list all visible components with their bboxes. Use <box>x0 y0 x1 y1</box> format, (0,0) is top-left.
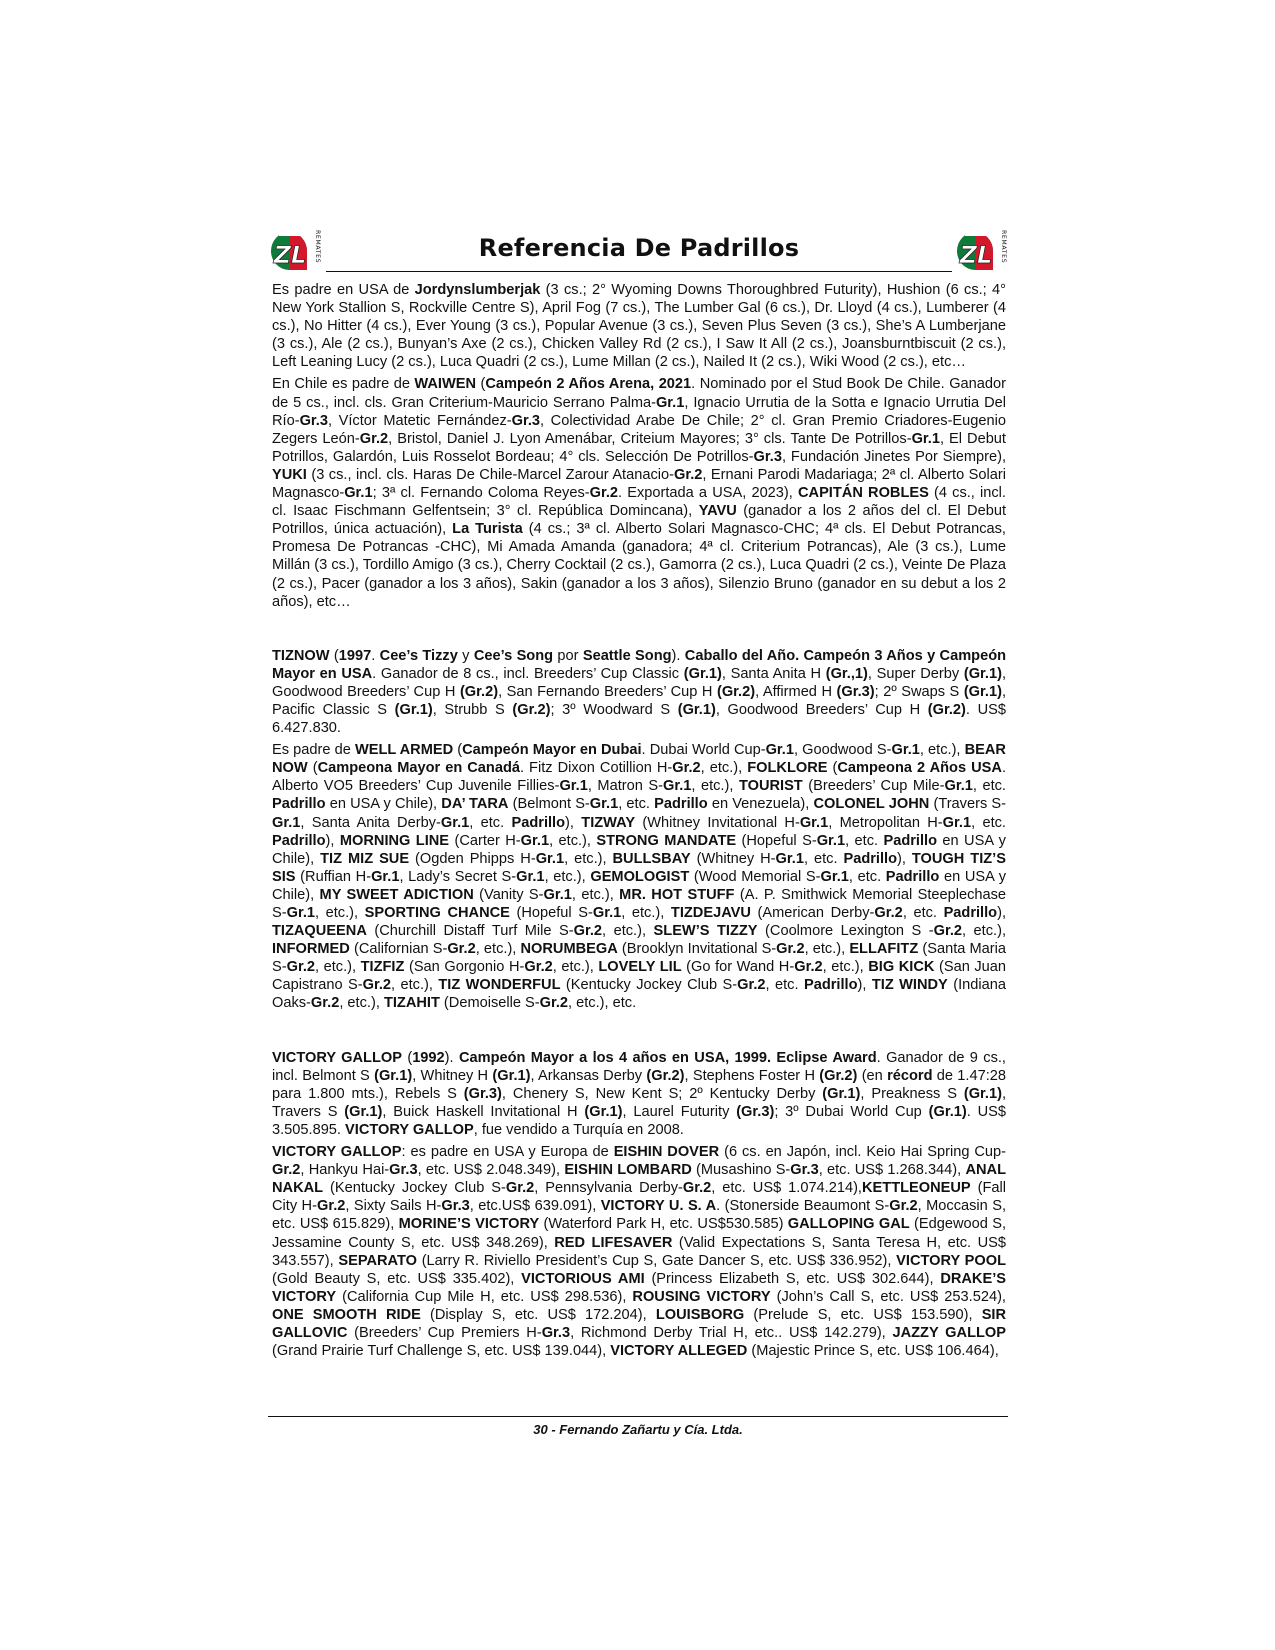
page-header <box>270 226 1008 274</box>
bold-text: Gr.1 <box>440 814 470 831</box>
bold-text: Gr.1 <box>775 850 804 867</box>
bold-text: TOURIST <box>738 778 803 795</box>
bold-text: DRAKE’S VICTORY <box>272 1270 1006 1305</box>
bold-text: Gr.2 <box>272 1162 301 1179</box>
bold-text: VICTORY GALLOP <box>272 1144 402 1161</box>
bold-text: TIZNOW <box>272 647 330 664</box>
bold-text: Gr.2 <box>310 995 340 1012</box>
bold-text: Gr.3 <box>790 1162 819 1179</box>
bold-text: Gr.1 <box>592 905 622 921</box>
bold-text: Gr.1 <box>520 832 550 849</box>
bold-text: Gr.3 <box>299 412 328 429</box>
bold-text: Gr.1 <box>820 868 849 885</box>
bold-text: (Gr.1) <box>374 1067 413 1084</box>
bold-text: MR. HOT STUFF <box>619 886 735 903</box>
bold-text: Gr.2 <box>889 1198 918 1215</box>
bold-text: (Gr.1) <box>928 1103 967 1120</box>
bold-text: Gr.3 <box>389 1162 418 1179</box>
bold-text: Gr.2 <box>589 485 619 502</box>
bold-text: Gr.2 <box>776 941 805 958</box>
sire-paragraph: Es padre en USA de Jordynslumberjak (3 cs.; 2° Wyoming Downs Thoroughbred Futurity), Hushion (6 cs.; 4° New York Stallion S, Rockville Centre S), April Fog (7 cs.), The Lumber Gal (6 cs.), Dr. Lloyd (4 cs.), Lumberer (4 cs.), No Hitter (4 cs.), Ever Young (3 cs.), Popular Avenue (3 cs.), Seven Plus Seven (3 cs.), She’s A Lumberjane (3 cs.), Ale (2 cs.), Bunyan’s Axe (2 cs.), Chicken Valley Rd (2 cs.), I Saw It All (2 cs.), Joansburntbiscuit (2 cs.), Left Leaning Lucy (2 cs.), Luca Quadri (2 cs.), Lume Millan (2 cs.), Nailed It (2 cs.), Wiki Wood (2 cs.), etc… <box>272 282 1006 371</box>
bold-text: Gr.1 <box>942 814 972 831</box>
bold-text: Gr.2 <box>362 977 391 994</box>
bold-text: TIZAQUEENA <box>272 923 367 940</box>
document-body <box>272 281 1006 1360</box>
bold-text: VICTORY ALLEGED <box>610 1343 748 1360</box>
bold-text: (Gr.2) <box>716 683 756 700</box>
title-underline <box>326 271 952 272</box>
bold-text: Gr.2 <box>874 905 903 921</box>
bold-text: Gr.1 <box>799 814 829 831</box>
bold-text: La Turista <box>452 521 523 538</box>
bold-text: Gr.2 <box>524 959 553 976</box>
bold-text: (Gr.,1) <box>825 665 868 682</box>
svg-text:ZL: ZL <box>959 241 993 269</box>
bold-text: 1997 <box>338 647 372 664</box>
bold-text: (Gr.1) <box>963 665 1002 682</box>
bold-text: 1992 <box>412 1049 445 1066</box>
bold-text: TIZ WONDERFUL <box>438 977 561 994</box>
bold-text: LOUISBORG <box>655 1306 745 1323</box>
bold-text: WELL ARMED <box>354 742 454 759</box>
bold-text: VICTORY POOL <box>896 1252 1006 1269</box>
bold-text: TIZAHIT <box>383 995 440 1012</box>
bold-text: COLONEL JOHN <box>813 796 930 813</box>
bold-text: MY SWEET ADICTION <box>319 886 474 903</box>
bold-text: VICTORY GALLOP <box>272 1049 402 1066</box>
bold-text: Padrillo <box>943 905 998 921</box>
bold-text: RED LIFESAVER <box>554 1234 673 1251</box>
bold-text: Gr.2 <box>505 1180 535 1197</box>
bold-text: Gr.1 <box>765 742 794 759</box>
bold-text: Campeón Mayor a los 4 años en USA, 1999. Eclipse Award <box>458 1049 877 1066</box>
bold-text: Padrillo <box>803 977 858 994</box>
bold-text: Padrillo <box>272 832 326 849</box>
bold-text: Gr.1 <box>272 814 301 831</box>
bold-text: BEAR NOW <box>272 742 1006 777</box>
page-footer: 30 - Fernando Zañartu y Cía. Ltda. <box>533 1422 743 1437</box>
bold-text: Campeón Mayor en Dubai <box>462 742 642 759</box>
bold-text: Gr.1 <box>516 868 545 885</box>
bold-text: GEMOLOGIST <box>590 868 690 885</box>
bold-text: (Gr.1) <box>584 1103 623 1120</box>
bold-text: BULLSBAY <box>612 850 691 867</box>
bold-text: Cee’s Song <box>473 647 554 664</box>
bold-text: (Gr.2) <box>512 701 551 718</box>
bold-text: SIR GALLOVIC <box>272 1306 1007 1341</box>
bold-text: CAPITÁN ROBLES <box>798 485 929 502</box>
bold-text: WAIWEN <box>414 376 477 393</box>
bold-text: (Gr.1) <box>344 1103 383 1120</box>
bold-text: Gr.2 <box>794 959 823 976</box>
bold-text: NORUMBEGA <box>520 941 618 958</box>
bold-text: Gr.3 <box>541 1324 571 1341</box>
bold-text: Gr.1 <box>543 886 572 903</box>
bold-text: Gr.2 <box>539 995 569 1012</box>
bold-text: Gr.1 <box>944 778 973 795</box>
bold-text: Gr.2 <box>933 923 962 940</box>
bold-text: Seattle Song <box>582 647 672 664</box>
bold-text: Campeona Mayor en Canadá <box>317 760 520 777</box>
bold-text: Gr.1 <box>589 796 619 813</box>
bold-text: (Gr.1) <box>683 665 722 682</box>
footer-rule <box>268 1416 1008 1417</box>
bold-text: VICTORIOUS AMI <box>521 1270 645 1287</box>
bold-text: Gr.2 <box>359 430 389 447</box>
bold-text: STRONG MANDATE <box>596 832 737 849</box>
zl-remates-logo <box>956 226 1008 272</box>
bold-text: (Gr.3) <box>463 1085 502 1102</box>
bold-text: LOVELY LIL <box>598 959 682 976</box>
bold-text: Gr.2 <box>316 1198 346 1215</box>
bold-text: Jordynslumberjak <box>414 282 541 298</box>
bold-text: Padrillo <box>885 868 940 885</box>
bold-text: VICTORY GALLOP <box>345 1121 474 1138</box>
bold-text: (Gr.1) <box>963 683 1002 700</box>
bold-text: (Gr.1) <box>492 1067 531 1084</box>
bold-text: SLEW’S TIZZY <box>653 923 758 940</box>
bold-text: Gr.1 <box>911 430 940 447</box>
svg-text:ZL: ZL <box>273 241 307 269</box>
sire-paragraph: TIZNOW (1997. Cee’s Tizzy y Cee’s Song por Seattle Song). Caballo del Año. Campeón 3 Años y Campeón Mayor en USA. Ganador de 8 cs., incl. Breeders’ Cup Classic (Gr.1), Santa Anita H (Gr.,1), Super Derby (Gr.1), Goodwood Breeders’ Cup H (Gr.2), San Fernando Breeders’ Cup H (Gr.2), Affirmed H (Gr.3); 2º Swaps S (Gr.1), Pacific Classic S (Gr.1), Strubb S (Gr.2); 3º Woodward S (Gr.1), Goodwood Breeders’ Cup H (Gr.2). US$ 6.427.830. <box>272 647 1007 737</box>
bold-text: GALLOPING GAL <box>787 1216 910 1233</box>
bold-text: (Gr.1) <box>677 701 716 718</box>
bold-text: Padrillo <box>654 796 708 813</box>
bold-text: Gr.2 <box>672 760 701 777</box>
bold-text: récord <box>887 1067 933 1084</box>
sire-paragraph: VICTORY GALLOP (1992). Campeón Mayor a los 4 años en USA, 1999. Eclipse Award. Ganador de 9 cs., incl. Belmont S (Gr.1), Whitney H (Gr.1), Arkansas Derby (Gr.2), Stephens Foster H (Gr.2) (en récord de 1.47:28 para 1.800 mts.), Rebels S (Gr.3), Chenery S, New Kent S; 2º Kentucky Derby (Gr.1), Preakness S (Gr.1), Travers S (Gr.1), Buick Haskell Invitational H (Gr.1), Laurel Futurity (Gr.3); 3º Dubai World Cup (Gr.1). US$ 3.505.895. VICTORY GALLOP, fue vendido a Turquía en 2008. <box>272 1049 1007 1138</box>
bold-text: (Gr.3) <box>736 1103 775 1120</box>
sire-paragraph: En Chile es padre de WAIWEN (Campeón 2 Años Arena, 2021. Nominado por el Stud Book De Chile. Ganador de 5 cs., incl. cls. Gran Criterium-Mauricio Serrano Palma-Gr.1, Ignacio Urrutia de la Sotta e Ignacio Urrutia Del Río-Gr.3, Víctor Matetic Fernández-Gr.3, Colectividad Arabe De Chile; 2° cl. Gran Premio Criadores-Eugenio Zegers León-Gr.2, Bristol, Daniel J. Lyon Amenábar, Criteium Mayores; 3° cls. Tante De Potrillos-Gr.1, El Debut Potrillos, Galardón, Luis Rosselot Bordeau; 4° cls. Selección De Potrillos-Gr.3, Fundación Jinetes Por Siempre), YUKI (3 cs., incl. cls. Haras De Chile-Marcel Zarour Atanacio-Gr.2, Ernani Parodi Madariaga; 2ª cl. Alberto Solari Magnasco-Gr.1; 3ª cl. Fernando Coloma Reyes-Gr.2. Exportada a USA, 2023), CAPITÁN ROBLES (4 cs., incl. cl. Isaac Fischmann Gelfentsein; 3° cl. República Domincana), YAVU (ganador a los 2 años del cl. El Debut Potrillos, única actuación), La Turista (4 cs.; 3ª cl. Alberto Solari Magnasco-CHC; 4ª cls. El Debut Potrancas, Promesa De Potrancas -CHC), Mi Amada Amanda (ganadora; 4ª cl. Criterium Potrancas), Ale (3 cs.), Lume Millán (3 cs.), Tordillo Amigo (3 cs.), Cherry Cocktail (2 cs.), Gamorra (2 cs.), Luca Quadri (2 cs.), Veinte De Plaza (2 cs.), Pacer (ganador a los 3 años), Sakin (ganador a los 3 años), Silenzio Bruno (ganador en su debut a los 2 años), etc… <box>272 376 1006 610</box>
bold-text: TIZ MIZ SUE <box>320 850 410 867</box>
zl-remates-logo <box>270 226 322 272</box>
bold-text: SPORTING CHANCE <box>364 905 510 921</box>
bold-text: TIZDEJAVU <box>670 905 751 921</box>
bold-text: BIG KICK <box>868 959 935 976</box>
bold-text: Gr.2 <box>573 923 603 940</box>
bold-text: Gr.3 <box>753 448 782 465</box>
bold-text: Gr.2 <box>286 959 315 976</box>
bold-text: TOUGH TIZ’S SIS <box>272 850 1006 885</box>
bold-text: MORINE’S VICTORY <box>398 1216 540 1233</box>
bold-text: Gr.1 <box>344 485 373 502</box>
bold-text: ELLAFITZ <box>849 941 919 958</box>
bold-text: Gr.1 <box>891 742 920 759</box>
bold-text: TIZWAY <box>581 814 636 831</box>
sire-paragraph: VICTORY GALLOP: es padre en USA y Europa de EISHIN DOVER (6 cs. en Japón, incl. Keio Hai Spring Cup-Gr.2, Hankyu Hai-Gr.3, etc. US$ 2.048.349), EISHIN LOMBARD (Musashino S-Gr.3, etc. US$ 1.268.344), ANAL NAKAL (Kentucky Jockey Club S-Gr.2, Pennsylvania Derby-Gr.2, etc. US$ 1.074.214),KETTLEONEUP (Fall City H-Gr.2, Sixty Sails H-Gr.3, etc.US$ 639.091), VICTORY U. S. A. (Stonerside Beaumont S-Gr.2, Moccasin S, etc. US$ 615.829), MORINE’S VICTORY (Waterford Park H, etc. US$530.585) GALLOPING GAL (Edgewood S, Jessamine County S, etc. US$ 348.269), RED LIFESAVER (Valid Expectations S, Santa Teresa H, etc. US$ 343.557), SEPARATO (Larry R. Riviello President’s Cup S, Gate Dancer S, etc. US$ 336.952), VICTORY POOL (Gold Beauty S, etc. US$ 335.402), VICTORIOUS AMI (Princess Elizabeth S, etc. US$ 302.644), DRAKE’S VICTORY (California Cup Mile H, etc. US$ 298.536), ROUSING VICTORY (John’s Call S, etc. US$ 253.524), ONE SMOOTH RIDE (Display S, etc. US$ 172.204), LOUISBORG (Prelude S, etc. US$ 153.590), SIR GALLOVIC (Breeders’ Cup Premiers H-Gr.3, Richmond Derby Trial H, etc.. US$ 142.279), JAZZY GALLOP (Grand Prairie Turf Challenge S, etc. US$ 139.044), VICTORY ALLEGED (Majestic Prince S, etc. US$ 106.464), <box>272 1144 1007 1360</box>
bold-text: Caballo del Año. Campeón 3 Años y Campeón Mayor en USA <box>272 647 1007 682</box>
bold-text: YAVU <box>698 503 737 520</box>
bold-text: Campeón 2 Años Arena, 2021 <box>485 376 692 393</box>
bold-text: (Gr.1) <box>963 1085 1002 1102</box>
bold-text: Gr.1 <box>535 850 565 867</box>
bold-text: (Gr.2) <box>819 1067 858 1084</box>
bold-text: Gr.1 <box>816 832 846 849</box>
bold-text: YUKI <box>272 466 307 483</box>
bold-text: SEPARATO <box>338 1252 418 1269</box>
svg-text:REMATES: REMATES <box>314 230 321 264</box>
bold-text: JAZZY GALLOP <box>892 1324 1006 1341</box>
bold-text: ONE SMOOTH RIDE <box>272 1306 421 1323</box>
bold-text: (Gr.2) <box>927 701 966 718</box>
bold-text: (Gr.2) <box>459 683 499 700</box>
bold-text: KETTLEONEUP <box>862 1180 971 1197</box>
bold-text: Gr.2 <box>682 1180 712 1197</box>
bold-text: Gr.2 <box>673 466 703 483</box>
bold-text: TIZFIZ <box>360 959 405 976</box>
bold-text: Gr.1 <box>371 868 400 885</box>
bold-text: VICTORY U. S. A <box>600 1198 717 1215</box>
bold-text: Padrillo <box>883 832 938 849</box>
bold-text: Padrillo <box>511 814 566 831</box>
bold-text: Padrillo <box>272 796 326 813</box>
bold-text: (Gr.1) <box>394 701 433 718</box>
bold-text: Cee’s Tizzy <box>379 647 458 664</box>
bold-text: Campeona 2 Años USA <box>837 760 1002 777</box>
page-title: Referencia De Padrillos <box>478 234 800 262</box>
bold-text: Gr.1 <box>662 778 692 795</box>
bold-text: Gr.2 <box>447 941 476 958</box>
bold-text: (Gr.2) <box>646 1067 685 1084</box>
bold-text: (Gr.1) <box>822 1085 861 1102</box>
bold-text: Gr.1 <box>655 394 685 411</box>
bold-text: Padrillo <box>843 850 897 867</box>
bold-text: DA’ TARA <box>441 796 509 813</box>
bold-text: Gr.3 <box>441 1198 470 1215</box>
bold-text: Gr.1 <box>559 778 588 795</box>
bold-text: INFORMED <box>272 941 350 958</box>
bold-text: FOLKLORE <box>747 760 828 777</box>
bold-text: EISHIN DOVER <box>613 1144 720 1161</box>
bold-text: TIZ WINDY <box>871 977 948 994</box>
sire-paragraph: Es padre de WELL ARMED (Campeón Mayor en Dubai. Dubai World Cup-Gr.1, Goodwood S-Gr.1, etc.), BEAR NOW (Campeona Mayor en Canadá. Fitz Dixon Cotillion H-Gr.2, etc.), FOLKLORE (Campeona 2 Años USA. Alberto VO5 Breeders’ Cup Juvenile Fillies-Gr.1, Matron S-Gr.1, etc.), TOURIST (Breeders’ Cup Mile-Gr.1, etc. Padrillo en USA y Chile), DA’ TARA (Belmont S-Gr.1, etc. Padrillo en Venezuela), COLONEL JOHN (Travers S-Gr.1, Santa Anita Derby-Gr.1, etc. Padrillo), TIZWAY (Whitney Invitational H-Gr.1, Metropolitan H-Gr.1, etc. Padrillo), MORNING LINE (Carter H-Gr.1, etc.), STRONG MANDATE (Hopeful S-Gr.1, etc. Padrillo en USA y Chile), TIZ MIZ SUE (Ogden Phipps H-Gr.1, etc.), BULLSBAY (Whitney H-Gr.1, etc. Padrillo), TOUGH TIZ’S SIS (Ruffian H-Gr.1, Lady’s Secret S-Gr.1, etc.), GEMOLOGIST (Wood Memorial S-Gr.1, etc. Padrillo en USA y Chile), MY SWEET ADICTION (Vanity S-Gr.1, etc.), MR. HOT STUFF (A. P. Smithwick Memorial Steeplechase S-Gr.1, etc.), SPORTING CHANCE (Hopeful S-Gr.1, etc.), TIZDEJAVU (American Derby-Gr.2, etc. Padrillo), TIZAQUEENA (Churchill Distaff Turf Mile S-Gr.2, etc.), SLEW’S TIZZY (Coolmore Lexington S -Gr.2, etc.), INFORMED (Californian S-Gr.2, etc.), NORUMBEGA (Brooklyn Invitational S-Gr.2, etc.), ELLAFITZ (Santa Maria S-Gr.2, etc.), TIZFIZ (San Gorgonio H-Gr.2, etc.), LOVELY LIL (Go for Wand H-Gr.2, etc.), BIG KICK (San Juan Capistrano S-Gr.2, etc.), TIZ WONDERFUL (Kentucky Jockey Club S-Gr.2, etc. Padrillo), TIZ WINDY (Indiana Oaks-Gr.2, etc.), TIZAHIT (Demoiselle S-Gr.2, etc.), etc. <box>272 742 1007 1012</box>
bold-text: ROUSING VICTORY <box>632 1288 771 1305</box>
bold-text: Gr.3 <box>511 412 541 429</box>
bold-text: Gr.2 <box>737 977 766 994</box>
bold-text: (Gr.3) <box>836 683 875 700</box>
bold-text: Gr.1 <box>286 905 315 921</box>
bold-text: ANAL NAKAL <box>272 1162 1006 1197</box>
svg-text:REMATES: REMATES <box>1000 230 1007 264</box>
bold-text: MORNING LINE <box>339 832 450 849</box>
bold-text: EISHIN LOMBARD <box>564 1162 692 1179</box>
